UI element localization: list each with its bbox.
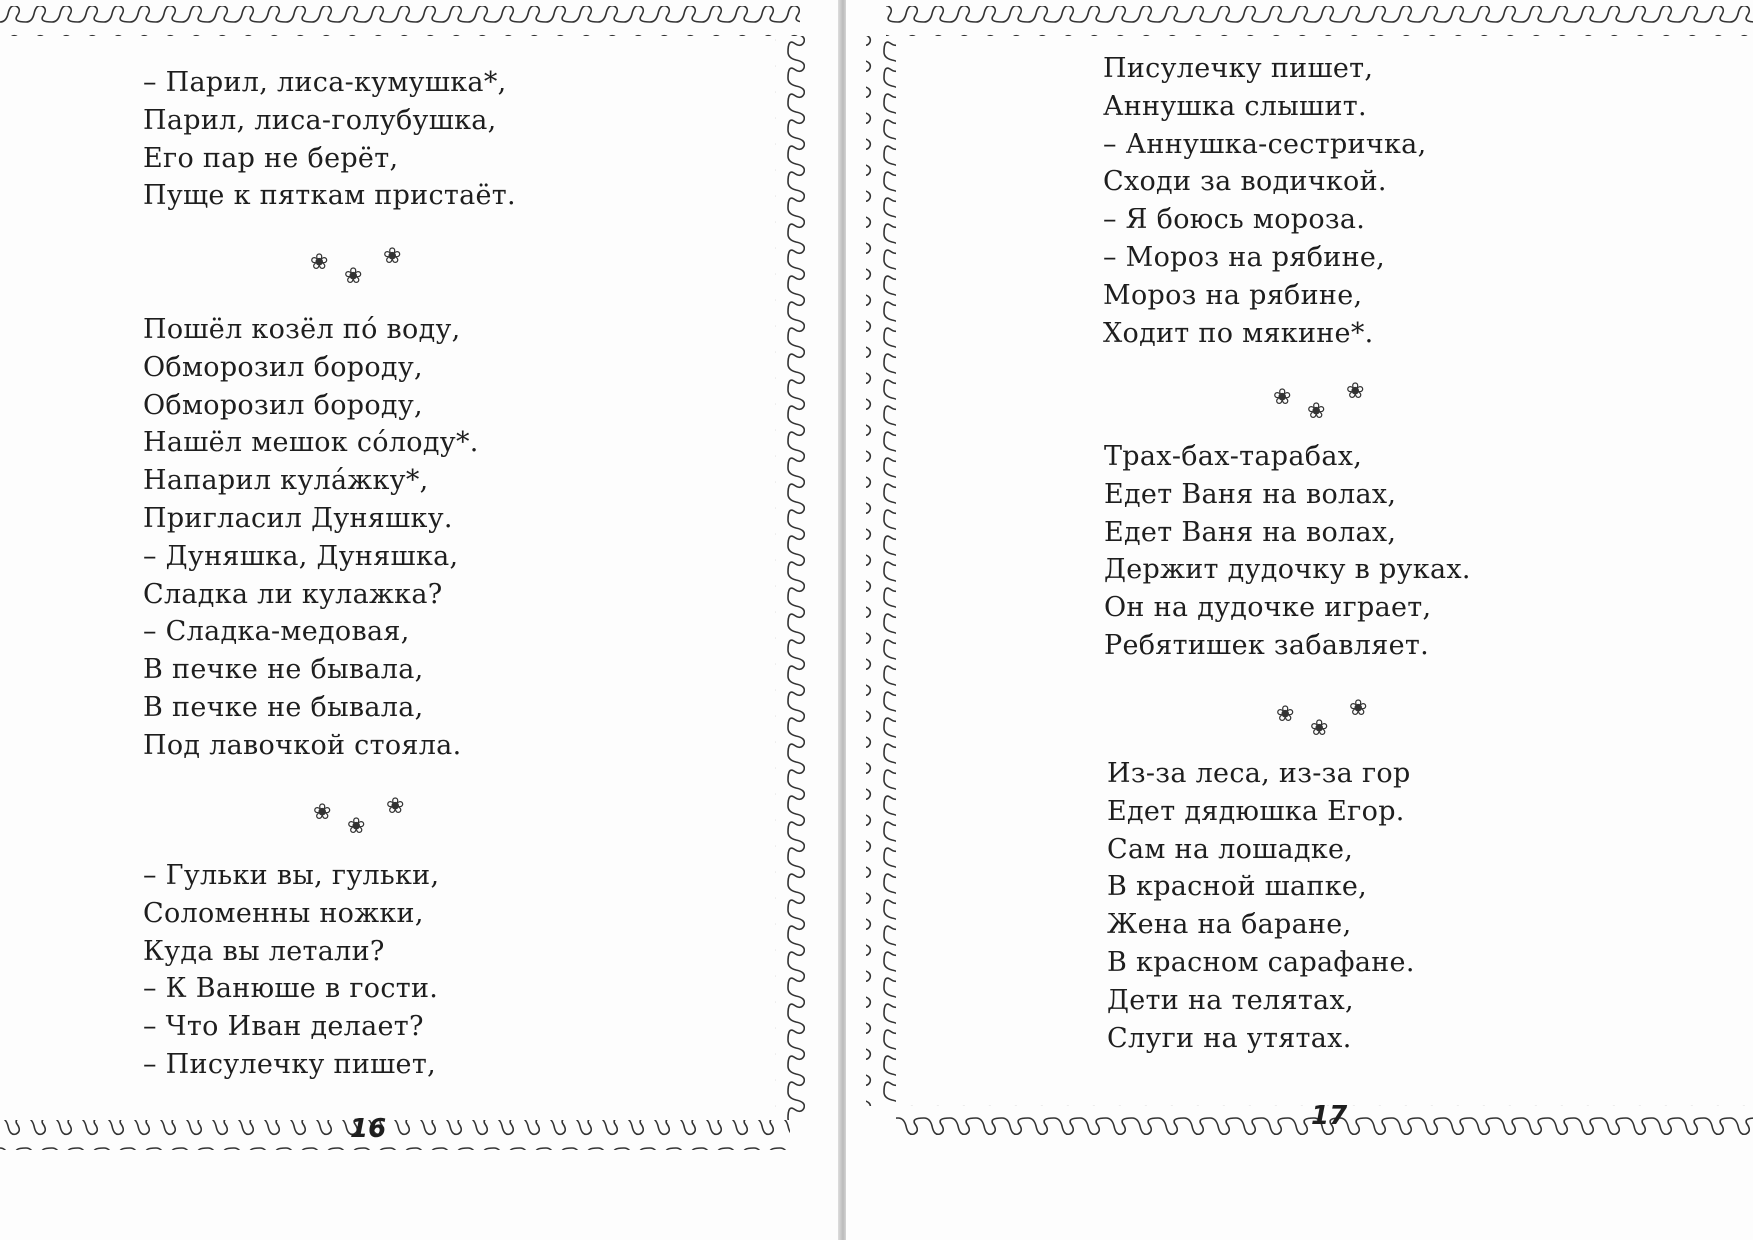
verse-line: Сам на лошадке,: [1107, 833, 1354, 865]
verse-line: В печке не бывала,: [143, 691, 424, 723]
verse-line: Обморозил бороду,: [143, 351, 423, 383]
page-number: 17: [1311, 1101, 1348, 1131]
page-number: 16: [350, 1114, 387, 1144]
verse-line: Под лавочкой стояла.: [143, 729, 462, 761]
verse-line: Ребятишек забавляет.: [1104, 629, 1429, 661]
verse-line: Он на дудочке играет,: [1104, 592, 1432, 624]
verse-line: – Что Иван делает?: [143, 1011, 424, 1043]
verse-line: Трах-бах-тарабах,: [1104, 441, 1363, 472]
verse-line: Пуще к пяткам пристаёт.: [143, 180, 516, 212]
verse-line: Сходи за водичкой.: [1103, 166, 1387, 198]
verse-line: – Аннушка-сестричка,: [1103, 128, 1427, 160]
verse-line: Писулечку пишет,: [1103, 53, 1374, 84]
verse-line: Едет Ваня на волах,: [1104, 478, 1397, 510]
verse-line: Держит дудочку в руках.: [1104, 554, 1471, 586]
poem-5: [1104, 438, 1471, 665]
verse-line: В красном сарафане.: [1107, 946, 1415, 978]
verse-line: Его пар не берёт,: [143, 142, 399, 174]
right-page: Писулечку пишет, Аннушка слышит. – Аннушка-сестричка, Сходи за водичкой. – Я боюсь мороза. – Мороз на рябине, Мороз на рябине, Ходит по мякине*. ❀ ❀ ❀ Трах-бах-тарабах, Едет Ваня на волах, Едет Ваня на волах, Держит дудочку в руках. Он на дудочке играет, Ребятишек забавляет. ❀ ❀ ❀ Из-за леса, из-за гор Едет дядюшка Егор. Сам на лошадке, В красной шапке, Жена на баране, В красном сарафане. Дети на телятах, Слуги на утятах. 17: [846, 0, 1753, 1240]
verse-line: Дети на телятах,: [1107, 984, 1354, 1016]
verse-line: – Гульки вы, гульки,: [143, 860, 440, 891]
verse-line: Напарил кула́жку*,: [143, 465, 429, 497]
verse-line: Аннушка слышит.: [1103, 90, 1367, 122]
verse-line: – Сладка-медовая,: [143, 616, 410, 648]
poem-4: [1103, 50, 1426, 352]
verse-line: Куда вы летали?: [143, 935, 385, 967]
verse-line: Обморозил бороду,: [143, 389, 423, 421]
verse-line: Соломенны ножки,: [143, 897, 424, 929]
poem-1: [143, 64, 516, 215]
verse-line: Сладка ли кулажка?: [143, 578, 443, 610]
verse-line: Жена на баране,: [1107, 909, 1352, 941]
verse-line: Пошёл козёл по́ воду,: [143, 314, 461, 345]
verse-line: – К Ванюше в гости.: [143, 973, 439, 1005]
poem-6: [1107, 755, 1415, 1057]
verse-line: – Писулечку пишет,: [143, 1048, 436, 1080]
verse-line: В печке не бывала,: [143, 654, 424, 686]
poem-3: [143, 857, 439, 1084]
verse-line: Едет дядюшка Егор.: [1107, 795, 1405, 827]
verse-line: Из-за леса, из-за гор: [1107, 758, 1411, 789]
verse-line: – Дуняшка, Дуняшка,: [143, 540, 459, 572]
verse-line: – Парил, лиса-кумушка*,: [143, 67, 507, 98]
verse-line: – Я боюсь мороза.: [1103, 204, 1366, 236]
verse-line: Парил, лиса-голубушка,: [143, 104, 497, 136]
verse-line: Слуги на утятах.: [1107, 1022, 1352, 1054]
verse-line: Нашёл мешок со́лоду*.: [143, 427, 479, 459]
verse-line: Мороз на рябине,: [1103, 279, 1363, 311]
verse-line: Ходит по мякине*.: [1103, 317, 1374, 349]
verse-line: – Мороз на рябине,: [1103, 241, 1386, 273]
verse-line: Пригласил Дуняшку.: [143, 502, 453, 534]
verse-line: В красной шапке,: [1107, 871, 1368, 903]
poem-2: [143, 311, 479, 765]
left-page: – Парил, лиса-кумушка*, Парил, лиса-голубушка, Его пар не берёт, Пуще к пяткам пристаёт. ❀ ❀ ❀ Пошёл козёл по́ воду, Обморозил бороду, Обморозил бороду, Нашёл мешок со́лоду*. Напарил кула́жку*, Пригласил Дуняшку. – Дуняшка, Дуняшка, Сладка ли кулажка? – Сладка-медовая, В печке не бывала, В печке не бывала, Под лавочкой стояла. ❀ ❀ ❀ – Гульки вы, гульки, Соломенны ножки, Куда вы летали? – К Ванюше в гости. – Что Иван делает? – Писулечку пишет, 16: [0, 0, 840, 1240]
verse-line: Едет Ваня на волах,: [1104, 516, 1397, 548]
